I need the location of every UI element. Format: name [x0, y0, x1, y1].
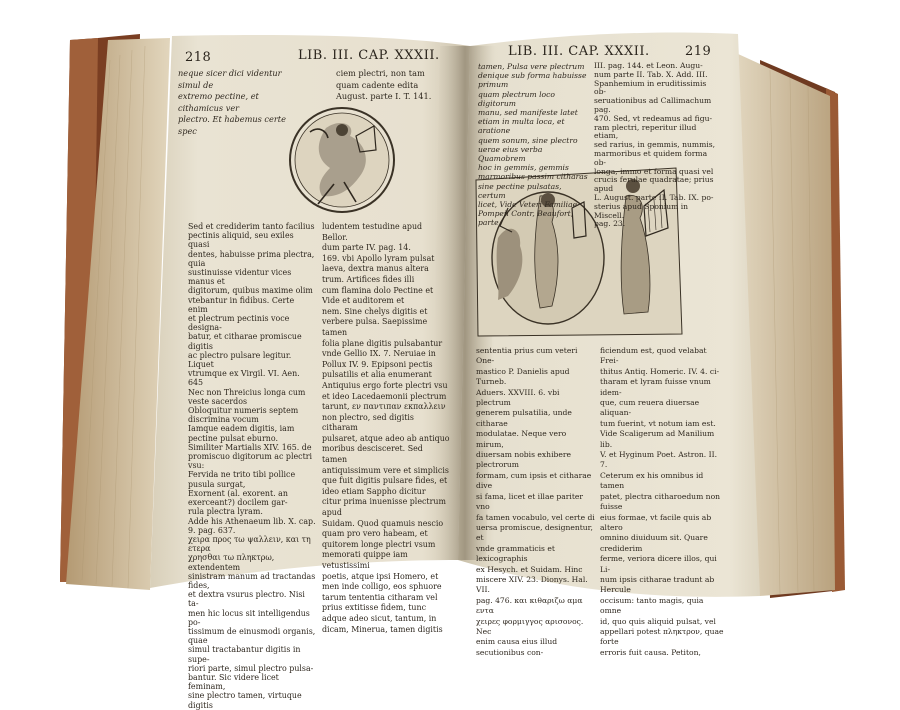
left-illustration: [290, 108, 394, 212]
right-running-head: LIB. III. CAP. XXXII.: [508, 44, 650, 59]
left-column-1: Sed et crediderim tanto facilius pectinis aliquid, seu exiles quasi dentes, habuisse prima plectra, quia sustinuisse videntur vices manus et digitorum, quibus maxime olim vtebantur in fidibus. Certe enim et plectrum pectinis voce designa- batur, et citharae promiscue digitis ac plectro pulsare legitur. Liquet vtrumque ex Virgil. VI. Aen. 645 Nec non Threicius longa cum veste sacerdos Obloquitur numeris septem discrimina vocum Iamque eadem digitis, iam pectine pulsat eburno. Similiter Martialis XIV. 165. de promiscuo digitorum ac plectri vsu: Fervida ne trito tibi pollice pusula surgat, Exornent (al. exorent. an exerceant?) docilem gar- rula plectra lyram. Adde his Athenaeum lib. X. cap. 9. pag. 637. χειρα προς τω ψαλλειν, και τη ετερα χρησθαι τω πληκτρω, extendentem sinistram manum ad tractandas fides, et dextra vsurus plectro. Nisi ta- men hic locus sit intelligendus po- tissimum de einusmodi organis, quae simul tractabantur digitis in supe- riori parte, simul plectro pulsa- bantur. Sic videre licet feminam, sine plectro tamen, virtuque digitis: [188, 222, 316, 710]
left-column-2: ludentem testudine apud Bellor. dum parte IV. pag. 14. 169. vbi Apollo lyram pulsat laeva, dextra manus altera trum. Artifices fides illi cum flamina dolo Pectine et Vide et auditorem et nem. Sine chelys digitis et verbere pulsa. Saepissime tamen folia plane digitis pulsabantur vnde Gellio IX. 7. Neruiae in Pollux IV. 9. Epipsoni pectis pulsatilis et alia enumerant Antiquius ergo forte plectri vsu et ideo Lacedaemonii plectrum tarunt, εν παντιπαν εκπαλλειν non plectro, sed digitis citharam pulsaret, atque adeo ab antiquo moribus descisceret. Sed tamen antiquissimum vere et simplicis que fuit digitis pulsare fides, et ideo etiam Sappho dicitur citur prima inuenisse plectrum apud Suidam. Quod quamuis nescio quam pro vero habeam, et quitorem longe plectri vsum memorati quippe iam vetustissimi poetis, atque ipsi Homero, et men inde colligo, eos sphuore tarum tententia citharam vel prius extitisse fidem, tunc adque adeo sicut, tantum, in dicam, Minerua, tamen digitis: [322, 222, 450, 634]
right-bottom-column-2: ficiendum est, quod velabat Frei- thitus Antiq. Homeric. IV. 4. ci- tharam et lyram fuisse vnum idem- que, cum reuera diuersae aliquan- tum fuerint, vt notum iam est. Vide Scaligerum ad Manilium lib. V. et Hyginum Poet. Astron. II. 7. Ceterum ex his omnibus id tamen patet, plectra citharoedum non fuisse eius formae, vt facile quis ab altero omnino diuiduum sit. Quare crediderim ferme, veriora dicere illos, qui Li- num ipsis citharae tradunt ab Hercule occisum: tanto magis, quia omne id, quo quis aliquid pulsat, vel appellari potest πληκτρον, quae forte erroris fuit causa. Petiton,: [600, 346, 724, 657]
left-page-number: 218: [185, 50, 212, 65]
left-running-head: LIB. III. CAP. XXXII.: [298, 48, 440, 63]
left-top-right-lines: ciem plectri, non tam quam cadente edita August. parte I. T. 141.: [336, 68, 432, 101]
right-top-column-1: tamen, Pulsa vere plectrum denique sub forma habuisse primum quam plectrum loco digitorum manu, sed manifeste latet etiam in multa loca, et aratione quem sonum, sine plectro uerae eius verba Quamobrem hoc in gemmis, gemmis marmoribus passim citharas sine pectine pulsatas, certum licet, Vide Veteri Familiae Pompeii Contr, Beaufort, parte: [478, 62, 588, 228]
left-top-lines: neque sicer dici videntur simul de extremo pectine, et cithamicus ver plectro. Et habemus certe spec: [178, 68, 286, 136]
right-page-number: 219: [685, 44, 712, 59]
right-bottom-column-1: sententia prius cum veteri One- mastico P. Danielis apud Turneb. Aduers. XXVIII. 6. vbi plectrum generem pulsatilia, unde citharae modulatae. Neque vero mirum, diuersam nobis exhibere plectrorum formam, cum ipsis et citharae dive si fama, licet et illae pariter vno fa tamen vocabulo, vel certe di uersa promiscue, designentur, et vnde grammaticis et lexicographis ex Hesych. et Suidam. Hinc miscere XIV. 23. Dionys. Hal. VII. pag. 476. και κιθαριζω αμα εντα χειρες φορμιγγος αρισονος. Nec enim causa eius illud secutionibus con-: [476, 346, 595, 657]
right-top-column-2: III. pag. 144. et Leon. Augu- num parte II. Tab. X. Add. III. Spanhemium in eruditissimis ob- seruationibus ad Callimachum pag. 470. Sed, vt redeamus ad figu- ram plectri, reperitur illud etiam, sed rarius, in gemmis, nummis, marmoribus et quidem forma ob- longa, immo et forma quasi vel crucis ferulae quadratae; prius apud L. August. parte II. Tab. IX. po- sterius apud Sponium in Miscell. pag. 23.: [594, 61, 716, 229]
